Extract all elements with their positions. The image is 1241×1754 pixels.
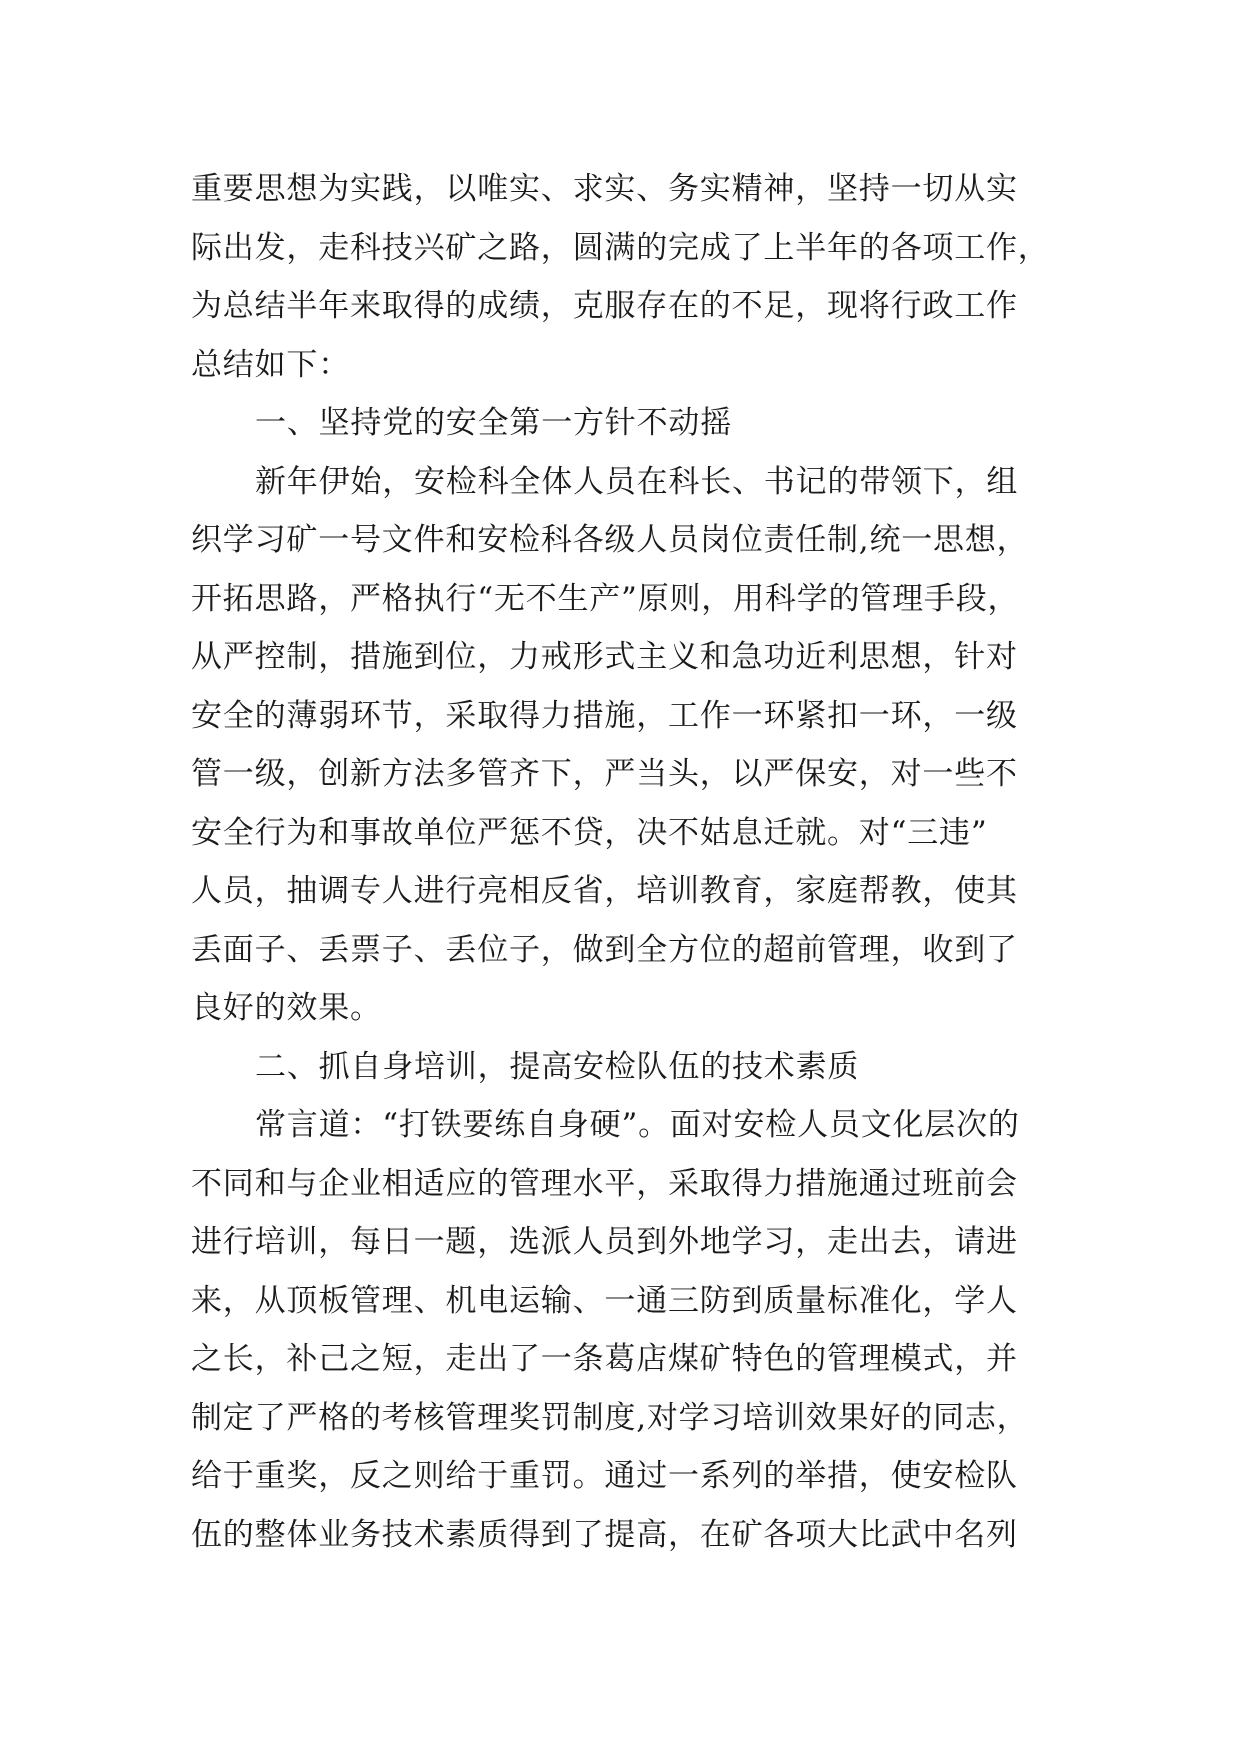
body-line: 来，从顶板管理、机电运输、一通三防到质量标准化，学人 bbox=[191, 1282, 1018, 1319]
section-heading-1: 一、坚持党的安全第一方针不动摇 bbox=[255, 405, 732, 441]
body-line: 织学习矿一号文件和安检科各级人员岗位责任制,统一思想， bbox=[191, 522, 1029, 558]
body-line: 丢面子、丢票子、丢位子，做到全方位的超前管理，收到了 bbox=[191, 931, 1018, 968]
body-line: 人员，抽调专人进行亮相反省，培训教育，家庭帮教，使其 bbox=[191, 873, 1018, 909]
section-heading-2: 二、抓自身培训，提高安检队伍的技术素质 bbox=[255, 1048, 860, 1085]
body-line: 制定了严格的考核管理奖罚制度,对学习培训效果好的同志， bbox=[191, 1399, 1029, 1436]
body-line: 良好的效果。 bbox=[191, 990, 382, 1026]
paragraph-start-line: 常言道：“打铁要练自身硬”。面对安检人员文化层次的 bbox=[255, 1107, 1020, 1143]
body-line: 不同和与企业相适应的管理水平，采取得力措施通过班前会 bbox=[191, 1165, 1018, 1202]
body-line: 为总结半年来取得的成绩，克服存在的不足，现将行政工作 bbox=[191, 288, 1018, 324]
body-line: 给于重奖，反之则给于重罚。通过一系列的举措，使安检队 bbox=[191, 1458, 1018, 1494]
body-line: 总结如下： bbox=[191, 346, 350, 383]
body-line: 管一级，创新方法多管齐下，严当头，以严保安，对一些不 bbox=[191, 756, 1018, 792]
body-line: 进行培训，每日一题，选派人员到外地学习，走出去，请进 bbox=[191, 1224, 1018, 1260]
body-line: 开拓思路，严格执行“无不生产”原则，用科学的管理手段， bbox=[191, 580, 1020, 617]
paragraph-start-line: 新年伊始，安检科全体人员在科长、书记的带领下，组 bbox=[255, 463, 1019, 500]
document-body bbox=[191, 160, 1051, 1564]
body-line: 安全行为和事故单位严惩不贷，决不姑息迁就。对“三违” bbox=[191, 814, 988, 851]
body-line: 重要思想为实践，以唯实、求实、务实精神，坚持一切从实 bbox=[191, 171, 1018, 207]
body-line: 之长，补己之短，走出了一条葛店煤矿特色的管理模式，并 bbox=[191, 1341, 1018, 1377]
body-line: 伍的整体业务技术素质得到了提高，在矿各项大比武中名列 bbox=[191, 1516, 1018, 1553]
body-line: 从严控制，措施到位，力戒形式主义和急功近利思想，针对 bbox=[191, 639, 1018, 675]
body-line: 安全的薄弱环节，采取得力措施，工作一环紧扣一环，一级 bbox=[191, 697, 1018, 734]
body-line: 际出发，走科技兴矿之路，圆满的完成了上半年的各项工作， bbox=[191, 229, 1050, 266]
